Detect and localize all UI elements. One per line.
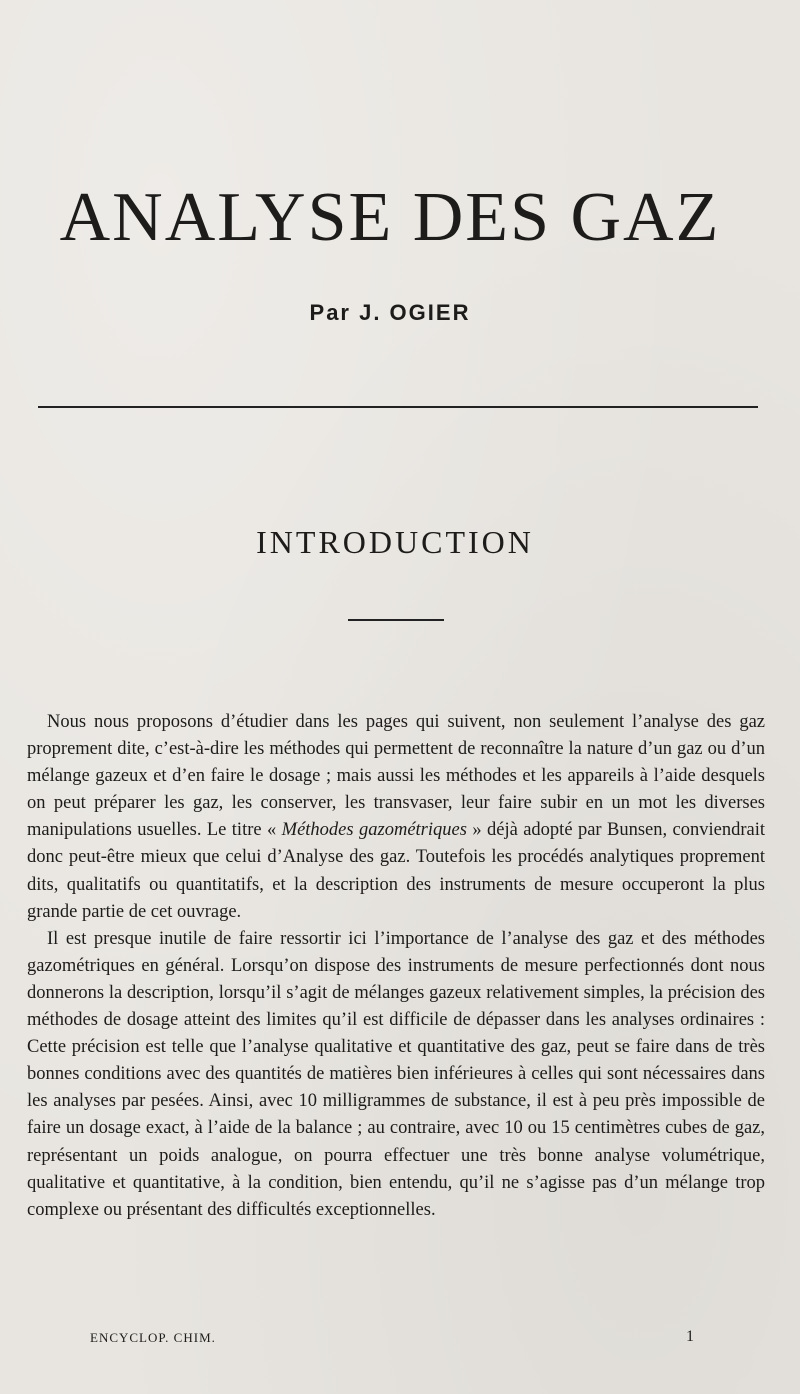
body-text (27, 709, 765, 1224)
footer-running-title: ENCYCLOP. CHIM. (90, 1330, 216, 1345)
section-title: INTRODUCTION (256, 524, 534, 560)
paragraph-1-text-start: Nous nous proposons d’étudier dans les pages qui suivent, non seulement l’analyse des gaz proprement dite, c’est-à-dire les méthodes qui permettent de reconnaître la nature d’un gaz ou d’un mélange gazeux et d’en faire le dosage ; mais aussi les méthodes et les appareils à l’aide desquels on peut préparer les gaz, les conserver, les transvaser, leur faire subir en un mot les diverses manipulations usuelles. Le titre « (27, 712, 765, 841)
section-divider (348, 619, 444, 621)
header-divider (38, 406, 758, 408)
paragraph-1-italic-title: Méthodes gazométriques (281, 820, 467, 841)
paragraph-1 (27, 709, 765, 926)
page-title: ANALYSE DES GAZ (59, 179, 721, 256)
page-number: 1 (686, 1328, 694, 1345)
author-byline: Par J. OGIER (309, 300, 471, 325)
paragraph-1-text-end: » déjà adopté par Bunsen, conviendrait donc peut-être mieux que celui d’Analyse des gaz. Toutefois les procédés analytiques proprement dits, qualitatifs ou quantitatifs, et la description des instruments de mesure occuperont la plus grande partie de cet ouvrage. (27, 820, 765, 922)
paragraph-2: Il est presque inutile de faire ressortir ici l’importance de l’analyse des gaz et des méthodes gazométriques en général. Lorsqu’on dispose des instruments de mesure perfectionnés dont nous donnerons la description, lorsqu’il s’agit de mélanges gazeux relativement simples, la précision des méthodes de dosage atteint des limites qu’il est difficile de dépasser dans les analyses ordinaires : Cette précision est telle que l’analyse qualitative et quantitative des gaz, peut se faire dans de très bonnes conditions avec des quantités de matières bien inférieures à celles qui sont nécessaires dans les analyses par pesées. Ainsi, avec 10 milligrammes de substance, il est à peu près impossible de faire un dosage exact, à l’aide de la balance ; au contraire, avec 10 ou 15 centimètres cubes de gaz, représentant un poids analogue, on pourra effectuer une très bonne analyse volumétrique, qualitative et quantitative, à la condition, bien entendu, qu’il ne s’agisse pas d’un mélange trop complexe ou présentant des difficultés exceptionnelles. (27, 928, 765, 1220)
